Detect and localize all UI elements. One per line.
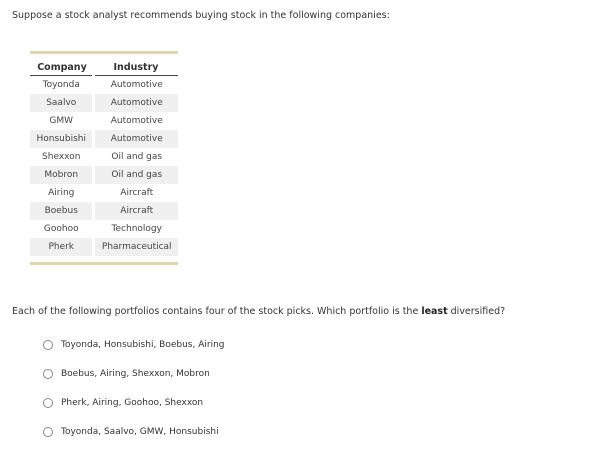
stock-table-container (30, 51, 178, 265)
company-cell: GMW (30, 112, 94, 130)
question-suffix: diversified? (447, 306, 506, 317)
option-3[interactable] (43, 396, 224, 410)
industry-cell: Automotive (110, 80, 163, 90)
industry-cell: Technology (111, 224, 162, 234)
option-4[interactable] (43, 425, 224, 439)
company-cell: Airing (30, 184, 94, 202)
industry-cell: Automotive (94, 94, 178, 112)
option-label[interactable]: Boebus, Airing, Shexxon, Mobron (61, 369, 210, 379)
industry-cell: Oil and gas (94, 166, 178, 184)
industry-cell: Aircraft (120, 188, 154, 198)
question-prefix: Each of the following portfolios contains four of the stock picks. Which portfolio is the (12, 306, 422, 317)
question-text (12, 306, 505, 317)
table-row (30, 76, 178, 95)
table-row (30, 220, 178, 238)
radio-button[interactable] (43, 369, 53, 379)
table-row (30, 184, 178, 202)
company-cell: Honsubishi (30, 130, 94, 148)
option-1[interactable] (43, 338, 224, 352)
table-row (30, 130, 178, 148)
company-cell: Pherk (30, 238, 94, 256)
radio-button[interactable] (43, 398, 53, 408)
industry-cell: Automotive (110, 116, 163, 126)
company-cell: Goohoo (30, 220, 94, 238)
company-cell: Boebus (30, 202, 94, 220)
answer-options (43, 338, 224, 454)
table-row (30, 112, 178, 130)
company-cell: Toyonda (30, 76, 94, 95)
option-label[interactable]: Toyonda, Saalvo, GMW, Honsubishi (61, 427, 219, 437)
column-header-industry: Industry (94, 60, 178, 76)
question-emphasis: least (421, 306, 448, 317)
company-cell: Saalvo (30, 94, 94, 112)
table-row (30, 148, 178, 166)
industry-cell: Aircraft (94, 202, 178, 220)
column-header-company: Company (30, 60, 94, 76)
table-row (30, 202, 178, 220)
table-header-row (30, 60, 178, 76)
industry-cell: Automotive (94, 130, 178, 148)
option-2[interactable] (43, 367, 224, 381)
company-cell: Shexxon (30, 148, 94, 166)
intro-text: Suppose a stock analyst recommends buying stock in the following companies: (12, 10, 390, 21)
industry-cell: Oil and gas (111, 152, 163, 162)
company-cell: Mobron (30, 166, 94, 184)
stock-table (30, 60, 178, 256)
radio-button[interactable] (43, 340, 53, 350)
table-row (30, 238, 178, 256)
industry-cell: Pharmaceutical (94, 238, 178, 256)
table-row (30, 94, 178, 112)
table-row (30, 166, 178, 184)
option-label[interactable]: Toyonda, Honsubishi, Boebus, Airing (61, 340, 225, 350)
option-label[interactable]: Pherk, Airing, Goohoo, Shexxon (61, 398, 204, 408)
radio-button[interactable] (43, 427, 53, 437)
